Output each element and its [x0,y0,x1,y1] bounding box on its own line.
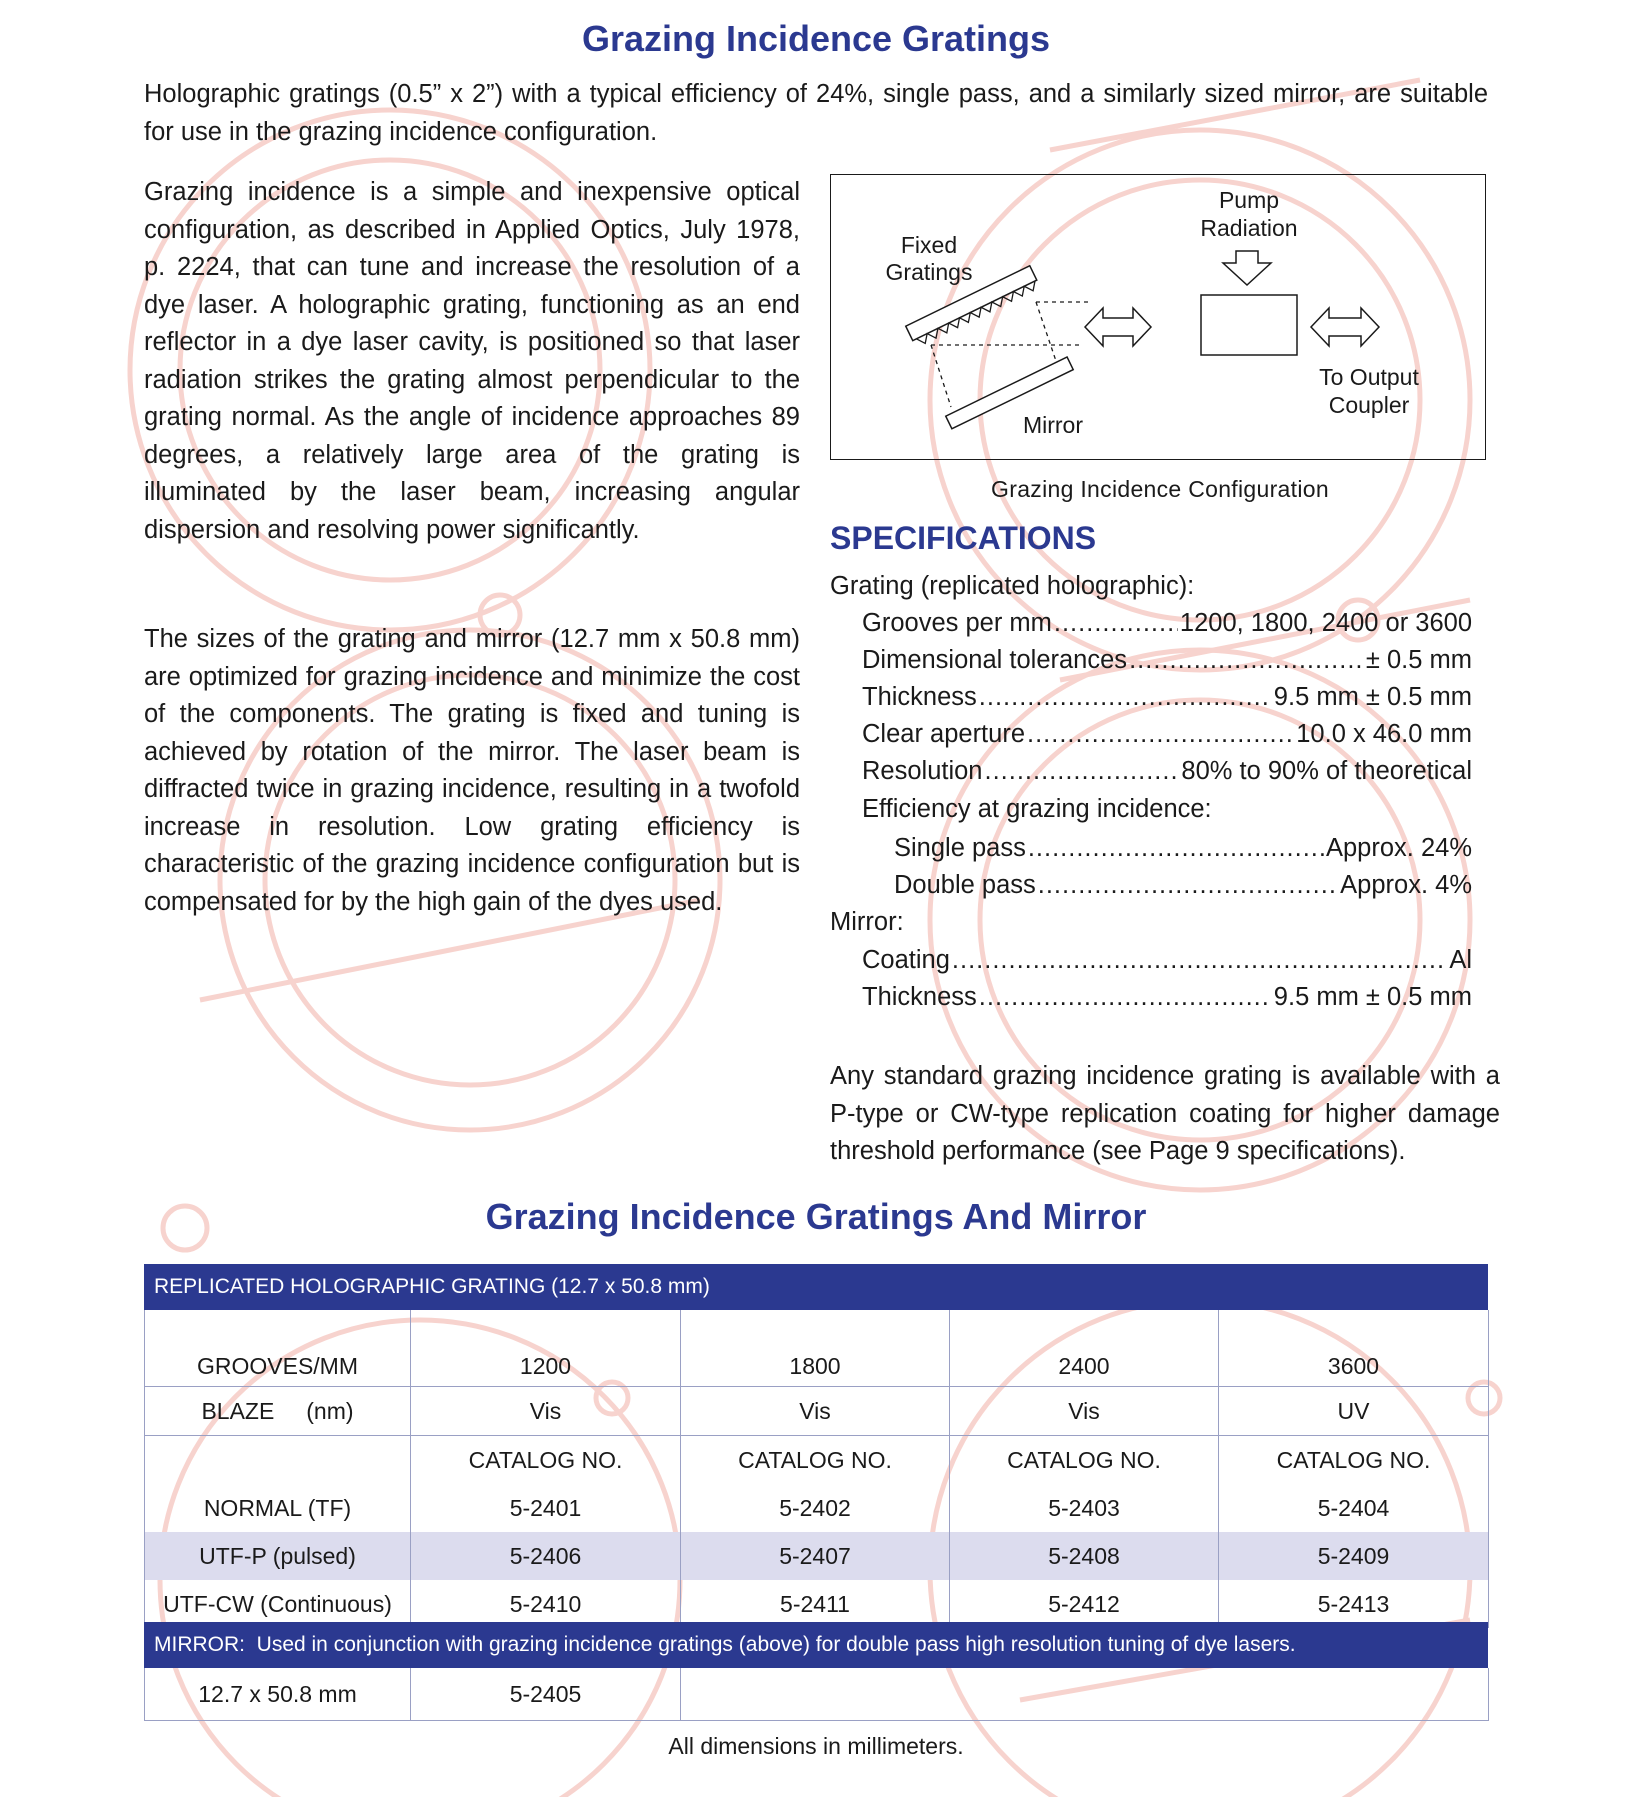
label-radiation: Radiation [1200,215,1298,241]
table-row [145,1668,1489,1721]
footer-note: All dimensions in millimeters. [668,1733,964,1759]
spec-single-pass: Single pass ..... Approx. 24% [894,834,1472,863]
spec-double-pass: Double pass ..... Approx. 4% [894,871,1472,900]
catalog-cell: 5-2402 [681,1484,950,1532]
catalog-table [144,1310,1489,1628]
configuration-paragraph: Grazing incidence is a simple and inexpensive optical configuration, as described in Applied Optics, July 1978, p. 2224, that can tune and increase the resolution of a dye laser. A holographic grating, functioning as an end reflector in a dye laser cavity, is positioned so that laser radiation strikes the grating almost perpendicular to the grating normal. As the angle of incidence approaches 89 degrees, a relatively large area of the grating is illuminated by the laser beam, increasing angular dispersion and resolving power significantly. [144,178,800,544]
empty-cell [145,1436,411,1485]
spec-grooves: Grooves per mm ..... 1200, 1800, 2400 or 3600 [862,609,1472,638]
catalog-cell: 5-2412 [950,1580,1219,1628]
catalog-cell: 5-2407 [681,1532,950,1580]
mirror-catalog: 5-2405 [411,1668,681,1721]
catalog-header: CATALOG NO. [411,1436,681,1485]
catalog-cell: 5-2409 [1219,1532,1489,1580]
intro-paragraph: Holographic gratings (0.5” x 2”) with a typical efficiency of 24%, single pass, and a similarly sized mirror, are suitable for use in the grazing incidence configuration. [144,80,1488,146]
catalog-header: CATALOG NO. [1219,1436,1489,1485]
mirror-spec-label: Mirror: [830,908,904,936]
table-band-mirror: MIRROR: Used in conjunction with grazing incidence gratings (above) for double pass high resolution tuning of dye lasers. [144,1622,1488,1668]
catalog-cell: 5-2403 [950,1484,1219,1532]
pump-arrow [1223,251,1271,285]
table-row [145,1387,1489,1436]
coating-note: Any standard grazing incidence grating is available with a P-type or CW-type replication coating for higher damage threshold performance (see Page 9 specifications). [830,1062,1500,1165]
label-gratings: Gratings [885,259,973,285]
utfcw-label: UTF-CW (Continuous) [145,1580,411,1628]
grooves-label: GROOVES/MM [145,1310,411,1387]
utfp-label: UTF-P (pulsed) [145,1532,411,1580]
grating-spec-label: Grating (replicated holographic): [830,572,1195,600]
sizes-paragraph: The sizes of the grating and mirror (12.7 mm x 50.8 mm) are optimized for grazing incidence and minimize the cost of the components. The grating is fixed and tuning is achieved by rotation of the mirror. The laser beam is diffracted twice in grazing incidence, resulting in a twofold increase in resolution. Low grating efficiency is characteristic of the grazing incidence configuration but is compensated for by the high gain of the dyes used. [144,625,800,916]
spec-coating: Coating ..... Al [862,946,1472,975]
table-row [145,1580,1489,1628]
double-arrow-left [1085,308,1151,346]
empty-cell [681,1668,1489,1721]
label-fixed: Fixed [900,232,958,258]
catalog-cell: 5-2411 [681,1580,950,1628]
label-to-output: To Output [1319,364,1419,390]
specifications-heading: SPECIFICATIONS [830,520,1097,556]
diagram-caption: Grazing Incidence Configuration [991,476,1329,502]
double-arrow-right [1311,308,1379,346]
grooves-1200: 1200 [411,1310,681,1387]
grazing-incidence-diagram [830,174,1486,460]
mirror-size: 12.7 x 50.8 mm [145,1668,411,1721]
catalog-cell: 5-2401 [411,1484,681,1532]
catalog-cell: 5-2406 [411,1532,681,1580]
page-title: Grazing Incidence Gratings [581,18,1051,59]
spec-mirror-thickness: Thickness ..... 9.5 mm ± 0.5 mm [862,983,1472,1012]
catalog-cell: 5-2408 [950,1532,1219,1580]
diagram-drawing [831,175,1487,461]
table-band-grating: REPLICATED HOLOGRAPHIC GRATING (12.7 x 50.8 mm) [144,1264,1488,1310]
spec-efficiency-label: Efficiency at grazing incidence: [862,795,1212,823]
blaze-cell: Vis [950,1387,1219,1436]
label-mirror: Mirror [1022,412,1084,438]
spec-dimensional: Dimensional tolerances ..... ± 0.5 mm [862,646,1472,675]
spec-aperture: Clear aperture ..... 10.0 x 46.0 mm [862,720,1472,749]
catalog-cell: 5-2404 [1219,1484,1489,1532]
catalog-cell: 5-2410 [411,1580,681,1628]
table-row [145,1310,1489,1387]
grooves-3600: 3600 [1219,1310,1489,1387]
normal-label: NORMAL (TF) [145,1484,411,1532]
blaze-label: BLAZE (nm) [145,1387,411,1436]
grooves-2400: 2400 [950,1310,1219,1387]
spec-resolution: Resolution ..... 80% to 90% of theoretical [862,757,1472,786]
catalog-cell: 5-2413 [1219,1580,1489,1628]
label-coupler: Coupler [1328,392,1410,418]
spec-thickness: Thickness ..... 9.5 mm ± 0.5 mm [862,683,1472,712]
label-pump: Pump [1218,187,1280,213]
catalog-header: CATALOG NO. [950,1436,1219,1485]
blaze-cell: Vis [681,1387,950,1436]
table-row [145,1532,1489,1580]
table-row [145,1436,1489,1485]
mirror-table [144,1668,1489,1721]
blaze-cell: Vis [411,1387,681,1436]
table-title: Grazing Incidence Gratings And Mirror [485,1196,1147,1237]
grooves-1800: 1800 [681,1310,950,1387]
blaze-cell: UV [1219,1387,1489,1436]
table-row [145,1484,1489,1532]
dye-cell [1201,295,1297,355]
catalog-header: CATALOG NO. [681,1436,950,1485]
